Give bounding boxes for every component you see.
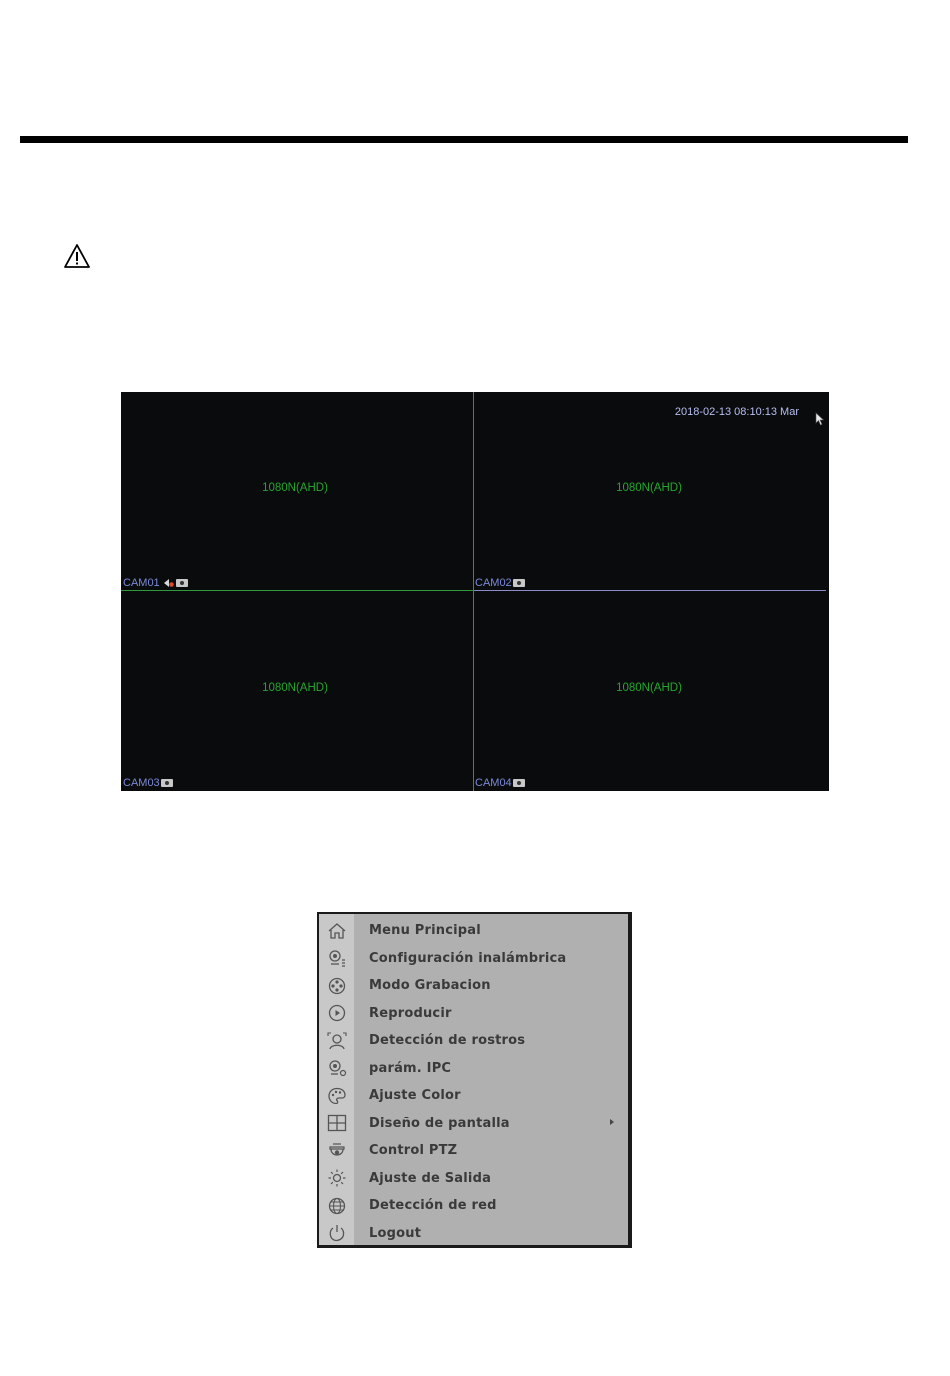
channel-4-name: CAM04 bbox=[475, 777, 512, 789]
ptz-camera-icon bbox=[319, 1137, 354, 1164]
menu-item-ipc-params[interactable] bbox=[319, 1055, 628, 1082]
menu-item-label: Control PTZ bbox=[369, 1143, 458, 1158]
channel-4-resolution: 1080N(AHD) bbox=[616, 682, 682, 694]
menu-item-output-adjust[interactable] bbox=[319, 1165, 628, 1192]
channel-1-name: CAM01 bbox=[123, 577, 160, 589]
motion-detect-icon bbox=[163, 578, 175, 588]
warning-icon bbox=[63, 243, 91, 269]
record-mode-icon bbox=[319, 972, 354, 999]
play-icon bbox=[319, 1000, 354, 1027]
menu-item-color-adjust[interactable] bbox=[319, 1082, 628, 1109]
menu-item-record-mode[interactable] bbox=[319, 972, 628, 999]
menu-item-screen-layout[interactable] bbox=[319, 1110, 628, 1137]
menu-item-label: parám. IPC bbox=[369, 1060, 452, 1076]
channel-3-label bbox=[123, 777, 173, 789]
menu-item-playback[interactable] bbox=[319, 1000, 628, 1027]
menu-item-label: Ajuste Color bbox=[369, 1088, 461, 1103]
menu-item-face-detection[interactable] bbox=[319, 1027, 628, 1054]
channel-2-resolution: 1080N(AHD) bbox=[616, 482, 682, 494]
sun-icon bbox=[319, 1165, 354, 1192]
menu-item-network-detection[interactable] bbox=[319, 1192, 628, 1219]
power-icon bbox=[319, 1220, 354, 1247]
menu-item-ptz-control[interactable] bbox=[319, 1137, 628, 1164]
menu-item-label: Ajuste de Salida bbox=[369, 1170, 492, 1186]
channel-1-label bbox=[123, 577, 188, 589]
channel-4-label bbox=[475, 777, 525, 789]
globe-icon bbox=[319, 1192, 354, 1219]
channel-2-name: CAM02 bbox=[475, 577, 512, 589]
menu-item-label: Detección de rostros bbox=[369, 1033, 526, 1048]
layout-grid-icon bbox=[319, 1110, 354, 1137]
home-icon bbox=[319, 917, 354, 944]
menu-item-logout[interactable] bbox=[319, 1220, 628, 1247]
channel-3-name: CAM03 bbox=[123, 777, 160, 789]
context-menu bbox=[317, 912, 632, 1248]
menu-item-main-menu[interactable] bbox=[319, 917, 628, 944]
datetime-display: 2018-02-13 08:10:13 Mar bbox=[674, 406, 799, 418]
menu-item-label: Reproducir bbox=[369, 1005, 452, 1021]
menu-item-label: Detección de red bbox=[369, 1198, 497, 1213]
menu-item-label: Diseño de pantalla bbox=[369, 1115, 510, 1131]
face-detection-icon bbox=[319, 1027, 354, 1054]
palette-icon bbox=[319, 1082, 354, 1109]
section-divider bbox=[20, 136, 908, 143]
dvr-preview-screen bbox=[121, 392, 829, 791]
menu-item-label: Menu Principal bbox=[369, 923, 481, 938]
menu-item-label: Modo Grabacion bbox=[369, 978, 491, 993]
menu-item-wireless-config[interactable] bbox=[319, 945, 628, 972]
mouse-cursor-icon bbox=[815, 412, 825, 426]
grid-divider-vertical bbox=[473, 392, 474, 791]
menu-item-label: Logout bbox=[369, 1225, 422, 1241]
menu-item-label: Configuración inalámbrica bbox=[369, 950, 567, 966]
submenu-arrow-icon bbox=[610, 1119, 614, 1125]
channel-2-label bbox=[475, 577, 525, 589]
record-status-icon bbox=[513, 579, 525, 587]
record-status-icon bbox=[513, 779, 525, 787]
record-status-icon bbox=[161, 779, 173, 787]
wireless-camera-icon bbox=[319, 945, 354, 972]
ipc-icon bbox=[319, 1055, 354, 1082]
grid-divider-horizontal-left bbox=[121, 590, 473, 591]
channel-1-resolution: 1080N(AHD) bbox=[262, 482, 328, 494]
channel-3-resolution: 1080N(AHD) bbox=[262, 682, 328, 694]
record-status-icon bbox=[176, 579, 188, 587]
grid-divider-horizontal-right bbox=[474, 590, 826, 591]
